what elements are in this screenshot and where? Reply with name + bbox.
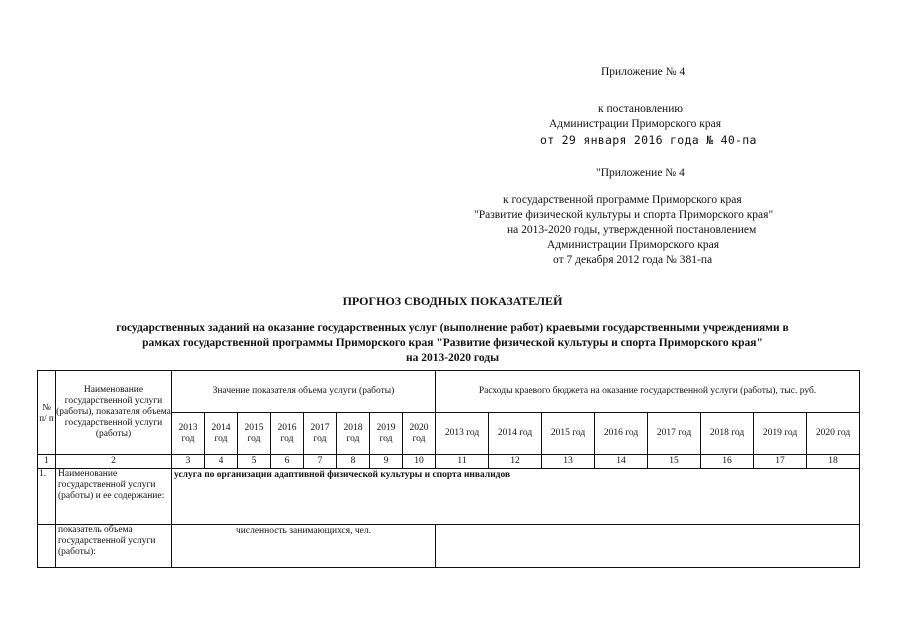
budget-year-2016: 2016 год xyxy=(595,413,648,455)
volume-year-2015: 2015 год xyxy=(238,413,271,455)
row-2-volume-indicator: численность занимающихся, чел. xyxy=(172,525,436,568)
column-number: 14 xyxy=(595,455,648,469)
header-col-number: № п/ п xyxy=(38,371,56,455)
column-number: 12 xyxy=(489,455,542,469)
indicators-table xyxy=(37,370,860,568)
budget-year-2018: 2018 год xyxy=(701,413,754,455)
program-line-3: на 2013-2020 годы, утвержденной постановлением xyxy=(507,224,757,236)
column-number: 8 xyxy=(337,455,370,469)
appendix-label: Приложение № 4 xyxy=(601,66,686,78)
volume-year-2020: 2020 год xyxy=(403,413,436,455)
program-line-2: "Развитие физической культуры и спорта Приморского края" xyxy=(474,209,774,221)
column-number: 1 xyxy=(38,455,56,469)
column-number: 4 xyxy=(205,455,238,469)
appendix-quoted-label: "Приложение № 4 xyxy=(596,167,685,179)
column-number: 10 xyxy=(403,455,436,469)
budget-year-2017: 2017 год xyxy=(648,413,701,455)
row-1-number: 1. xyxy=(38,469,56,525)
row-1-label: Наименование государственной услуги (работы) и ее содержание: xyxy=(56,469,172,525)
program-line-4: Администрации Приморского края xyxy=(547,239,719,251)
column-number: 17 xyxy=(754,455,807,469)
row-1-service-name: услуга по организации адаптивной физической культуры и спорта инвалидов xyxy=(172,469,860,525)
budget-year-2015: 2015 год xyxy=(542,413,595,455)
column-number: 5 xyxy=(238,455,271,469)
budget-year-2020: 2020 год xyxy=(807,413,860,455)
column-number: 2 xyxy=(56,455,172,469)
budget-year-2013: 2013 год xyxy=(436,413,489,455)
date-stamp: от 29 января 2016 года № 40-па xyxy=(540,133,757,147)
row-2-budget-cell xyxy=(436,525,860,568)
column-number: 3 xyxy=(172,455,205,469)
program-line-5: от 7 декабря 2012 года № 381-па xyxy=(553,254,713,266)
document-subtitle-3: на 2013-2020 годы xyxy=(405,352,500,364)
volume-year-2017: 2017 год xyxy=(304,413,337,455)
program-line-1: к государственной программе Приморского края xyxy=(503,194,742,206)
volume-year-2014: 2014 год xyxy=(205,413,238,455)
column-number: 16 xyxy=(701,455,754,469)
column-number: 9 xyxy=(370,455,403,469)
volume-year-2018: 2018 год xyxy=(337,413,370,455)
budget-year-2019: 2019 год xyxy=(754,413,807,455)
column-number: 13 xyxy=(542,455,595,469)
row-2-label: показатель объема государственной услуги (работы): xyxy=(56,525,172,568)
volume-year-2016: 2016 год xyxy=(271,413,304,455)
column-number: 18 xyxy=(807,455,860,469)
header-col-name: Наименование государственной услуги (работы), показателя объема государственной услуги (работы) xyxy=(56,371,172,455)
administration-label: Администрации Приморского края xyxy=(549,118,721,130)
document-subtitle-1: государственных заданий на оказание государственных услуг (выполнение работ) краевыми государственными учреждениями в xyxy=(116,322,789,334)
document-subtitle-2: рамках государственной программы Приморского края "Развитие физической культуры и спорта Приморского края" xyxy=(142,337,763,349)
header-group-budget: Расходы краевого бюджета на оказание государственной услуги (работы), тыс. руб. xyxy=(436,371,860,413)
column-number: 15 xyxy=(648,455,701,469)
header-group-volume: Значение показателя объема услуги (работы) xyxy=(172,371,436,413)
row-2-number xyxy=(38,525,56,568)
volume-year-2013: 2013 год xyxy=(172,413,205,455)
column-number: 6 xyxy=(271,455,304,469)
to-decree-label: к постановлению xyxy=(598,103,683,115)
volume-year-2019: 2019 год xyxy=(370,413,403,455)
document-title: ПРОГНОЗ СВОДНЫХ ПОКАЗАТЕЛЕЙ xyxy=(342,294,563,308)
budget-year-2014: 2014 год xyxy=(489,413,542,455)
column-number: 11 xyxy=(436,455,489,469)
column-number: 7 xyxy=(304,455,337,469)
